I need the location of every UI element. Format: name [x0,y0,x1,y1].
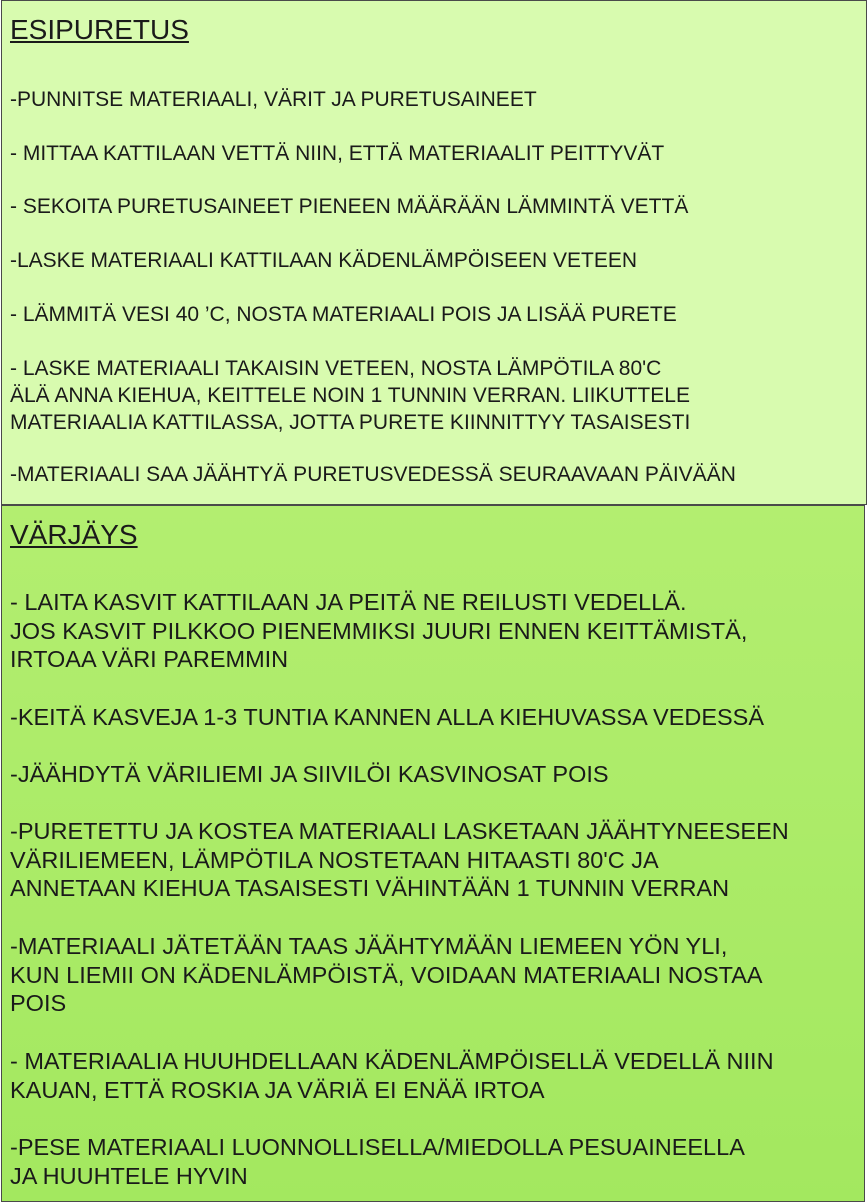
varjays-step: -JÄÄHDYTÄ VÄRILIEMI JA SIIVILÖI KASVINOSAT POIS [10,761,609,787]
esipuretus-step: -MATERIAALI SAA JÄÄHTYÄ PURETUSVEDESSÄ SEURAAVAAN PÄIVÄÄN [10,463,736,486]
varjays-step: - LAITA KASVIT KATTILAAN JA PEITÄ NE REILUSTI VEDELLÄ. JOS KASVIT PILKKOO PIENEMMIKSI JUURI ENNEN KEITTÄMISTÄ, IRTOAA VÄRI PAREMMIN [10,589,748,673]
esipuretus-step: -LASKE MATERIAALI KATTILAAN KÄDENLÄMPÖISEEN VETEEN [10,249,638,272]
esipuretus-step: - MITTAA KATTILAAN VETTÄ NIIN, ETTÄ MATERIAALIT PEITTYVÄT [10,142,665,165]
esipuretus-step: - LASKE MATERIAALI TAKAISIN VETEEN, NOSTA LÄMPÖTILA 80'C ÄLÄ ANNA KIEHUA, KEITTELE NOIN 1 TUNNIN VERRAN. LIIKUTTELE MATERIAALIA KATTILASSA, JOTTA PURETE KIINNITTYY TASAISESTI [10,357,691,434]
esipuretus-step: - SEKOITA PURETUSAINEET PIENEEN MÄÄRÄÄN LÄMMINTÄ VETTÄ [10,195,689,218]
varjays-step: -PURETETTU JA KOSTEA MATERIAALI LASKETAAN JÄÄHTYNEESEEN VÄRILIEMEEN, LÄMPÖTILA NOSTETAAN HITAASTI 80'C JA ANNETAAN KIEHUA TASAISESTI VÄHINTÄÄN 1 TUNNIN VERRAN [10,818,789,902]
varjays-step: - MATERIAALIA HUUHDELLAAN KÄDENLÄMPÖISELLÄ VEDELLÄ NIIN KAUAN, ETTÄ ROSKIA JA VÄRIÄ EI ENÄÄ IRTOA [10,1048,774,1103]
varjays-step: -KEITÄ KASVEJA 1-3 TUNTIA KANNEN ALLA KIEHUVASSA VEDESSÄ [10,704,765,730]
esipuretus-section [1,0,867,505]
varjays-section [1,505,865,1202]
esipuretus-step: - LÄMMITÄ VESI 40 ’C, NOSTA MATERIAALI POIS JA LISÄÄ PURETE [10,303,677,326]
varjays-title: VÄRJÄYS [10,519,138,550]
varjays-step: -MATERIAALI JÄTETÄÄN TAAS JÄÄHTYMÄÄN LIEMEEN YÖN YLI, KUN LIEMII ON KÄDENLÄMPÖISTÄ, VOIDAAN MATERIAALI NOSTAA POIS [10,933,763,1017]
esipuretus-title: ESIPURETUS [10,14,189,45]
varjays-step: -PESE MATERIAALI LUONNOLLISELLA/MIEDOLLA PESUAINEELLA JA HUUHTELE HYVIN [10,1134,745,1189]
esipuretus-step: -PUNNITSE MATERIAALI, VÄRIT JA PURETUSAINEET [10,88,537,111]
